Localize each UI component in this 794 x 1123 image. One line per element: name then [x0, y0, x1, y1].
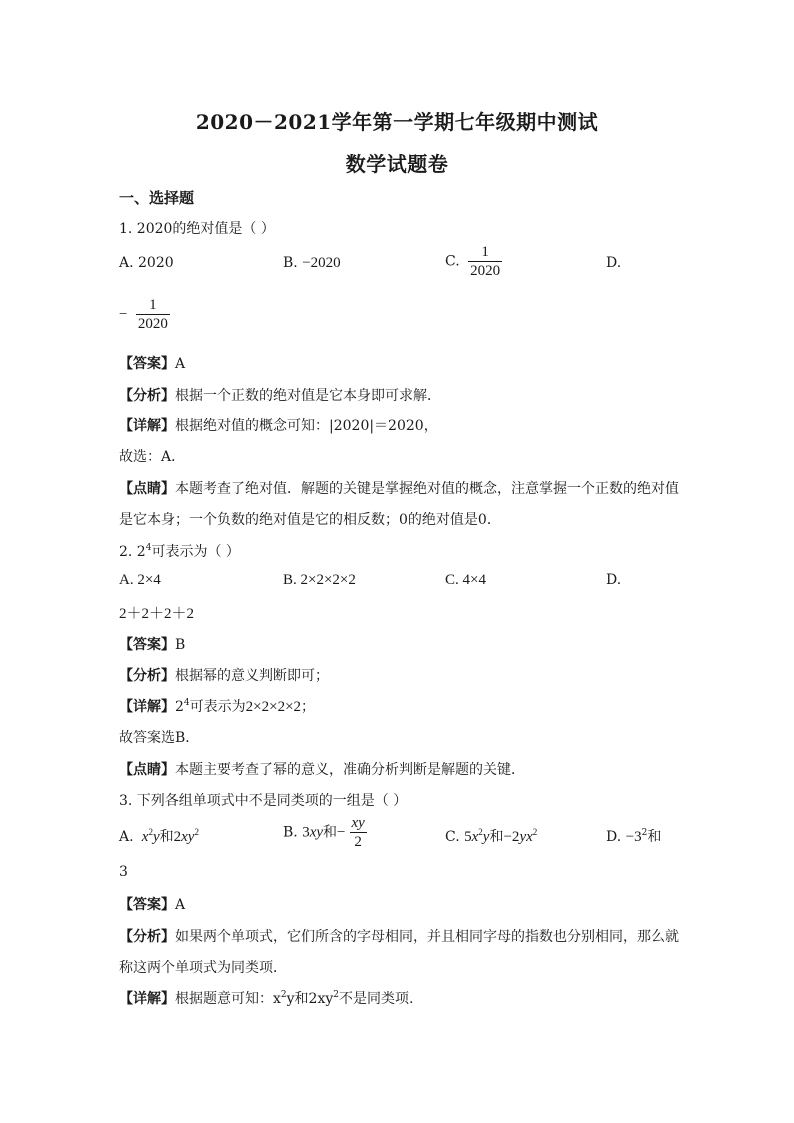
exam-subtitle: 数学试题卷 [345, 152, 449, 176]
analysis-tag: 【分析】 [119, 929, 175, 945]
exam-title: 2020－2021学年第一学期七年级期中测试 [195, 110, 599, 134]
minus-sign: − [337, 824, 346, 841]
detail-tag: 【详解】 [119, 699, 175, 715]
q1-option-d-fraction [136, 296, 170, 333]
q2-analysis [119, 665, 329, 685]
q3-option-d-he: 和 [647, 829, 662, 845]
q2-comment [119, 759, 525, 779]
q1-option-a: A. 2020 [119, 255, 174, 271]
q3-option-b-fraction [350, 814, 367, 851]
q1-option-b-label: B. [283, 255, 298, 271]
q3-stem: 3. 下列各组单项式中不是同类项的一组是（ ） [119, 793, 408, 809]
q3-option-b [283, 814, 367, 851]
q1-comment [119, 478, 679, 498]
q1-option-c-fraction [468, 243, 502, 280]
q2-choose: 故答案选B． [119, 730, 200, 746]
q3-option-b-label: B. [283, 824, 298, 841]
answer-value: A [175, 356, 186, 372]
q3-option-d-label: D. [606, 829, 622, 845]
q1-answer [119, 353, 185, 373]
q2-stem [119, 541, 240, 561]
fraction-denominator: 2020 [137, 316, 168, 332]
q2-detail [119, 696, 315, 716]
analysis-text: 根据幂的意义判断即可； [175, 668, 329, 684]
q3-analysis [119, 926, 679, 946]
q3-option-a [119, 826, 199, 846]
fraction-numerator: 1 [136, 296, 170, 315]
q1-option-c [445, 243, 502, 280]
q2-stem-prefix: 2. 2 [119, 544, 146, 560]
detail-mid: y和2xy [286, 991, 334, 1007]
detail-end: 不是同类项. [339, 991, 414, 1007]
analysis-tag: 【分析】 [119, 388, 175, 404]
detail-exponent: 4 [183, 698, 190, 708]
q3-option-c-he: 和 [489, 829, 504, 845]
q1-option-b [283, 255, 341, 272]
q3-option-c-expr2: $-2yx^2$ [503, 827, 538, 845]
detail-prefix: 根据题意可知：x [175, 991, 281, 1007]
q2-option-c: C. 4×4 [445, 572, 486, 588]
q3-analysis-cont: 称这两个单项式为同类项． [119, 960, 287, 976]
fraction-numerator: 1 [468, 243, 502, 262]
comment-tag: 【点睛】 [119, 481, 175, 497]
q1-option-d-value [119, 296, 170, 333]
detail-base: 2 [175, 699, 184, 715]
section-heading: 一、选择题 [119, 189, 195, 207]
detail-exponent-2: 2 [333, 990, 339, 1000]
q3-option-b-expr1: 3xy [302, 824, 324, 841]
answer-tag: 【答案】 [119, 897, 175, 913]
q3-option-a-he: 和 [159, 829, 174, 845]
q1-stem: 1. 2020的绝对值是（ ） [119, 221, 275, 237]
minus-sign: − [119, 306, 128, 323]
q1-analysis [119, 385, 441, 405]
q1-detail [119, 415, 438, 435]
analysis-text: 如果两个单项式，它们所含的字母相同，并且相同字母的指数也分别相同，那么就 [175, 929, 679, 945]
detail-tag: 【详解】 [119, 418, 175, 434]
q3-option-c-label: C. [445, 829, 460, 845]
q1-option-b-value: −2020 [302, 255, 341, 271]
comment-text: 本题考查了绝对值．解题的关键是掌握绝对值的概念，注意掌握一个正数的绝对值 [175, 481, 679, 497]
q3-option-d-expr: −3 [625, 829, 642, 845]
q3-option-b-he: 和 [323, 824, 338, 841]
analysis-tag: 【分析】 [119, 668, 175, 684]
q2-option-d-value: 2＋2＋2＋2 [119, 606, 195, 622]
q3-option-d-wrap: 3 [119, 864, 128, 880]
q2-option-d-label: D. [606, 572, 622, 588]
q3-detail [119, 988, 413, 1008]
fraction-numerator: xy [351, 815, 365, 831]
q3-answer [119, 894, 185, 914]
answer-tag: 【答案】 [119, 356, 175, 372]
q1-choose: 故选：A． [119, 449, 186, 465]
q1-comment-cont: 是它本身；一个负数的绝对值是它的相反数；0的绝对值是0． [119, 512, 501, 528]
fraction-denominator: 2 [354, 834, 362, 850]
answer-tag: 【答案】 [119, 637, 175, 653]
fraction-denominator: 2020 [470, 263, 501, 279]
comment-text: 本题主要考查了幂的意义，准确分析判断是解题的关键． [175, 762, 525, 778]
detail-exponent-1: 2 [280, 990, 287, 1000]
q1-option-c-label: C. [445, 253, 460, 270]
q3-option-a-expr1: $x^2y$ [141, 827, 160, 845]
detail-end: ； [301, 699, 316, 715]
q2-option-b: B. 2×2×2×2 [283, 572, 356, 588]
q3-option-c [445, 826, 537, 846]
answer-value: A [175, 897, 186, 913]
detail-text: 可表示为 [189, 699, 246, 715]
q2-option-a: A. 2×4 [119, 572, 161, 588]
q3-option-d [606, 826, 661, 846]
answer-value: B [175, 637, 186, 653]
q3-option-d-exponent: 2 [641, 828, 648, 838]
detail-tag: 【详解】 [119, 991, 175, 1007]
analysis-text: 根据一个正数的绝对值是它本身即可求解． [175, 388, 441, 404]
q3-option-a-expr2: $2xy^2$ [173, 827, 199, 845]
detail-value: 2×2×2×2 [245, 699, 302, 715]
detail-text: 根据绝对值的概念可知：|2020|＝2020， [175, 418, 438, 434]
q2-answer [119, 634, 185, 654]
q3-option-c-expr1: $5x^2y$ [464, 827, 490, 845]
q2-stem-suffix: 可表示为（ ） [151, 544, 240, 560]
comment-tag: 【点睛】 [119, 762, 175, 778]
q2-stem-exponent: 4 [145, 543, 152, 553]
q1-option-d-label: D. [606, 255, 622, 271]
q3-option-a-label: A. [119, 829, 134, 845]
